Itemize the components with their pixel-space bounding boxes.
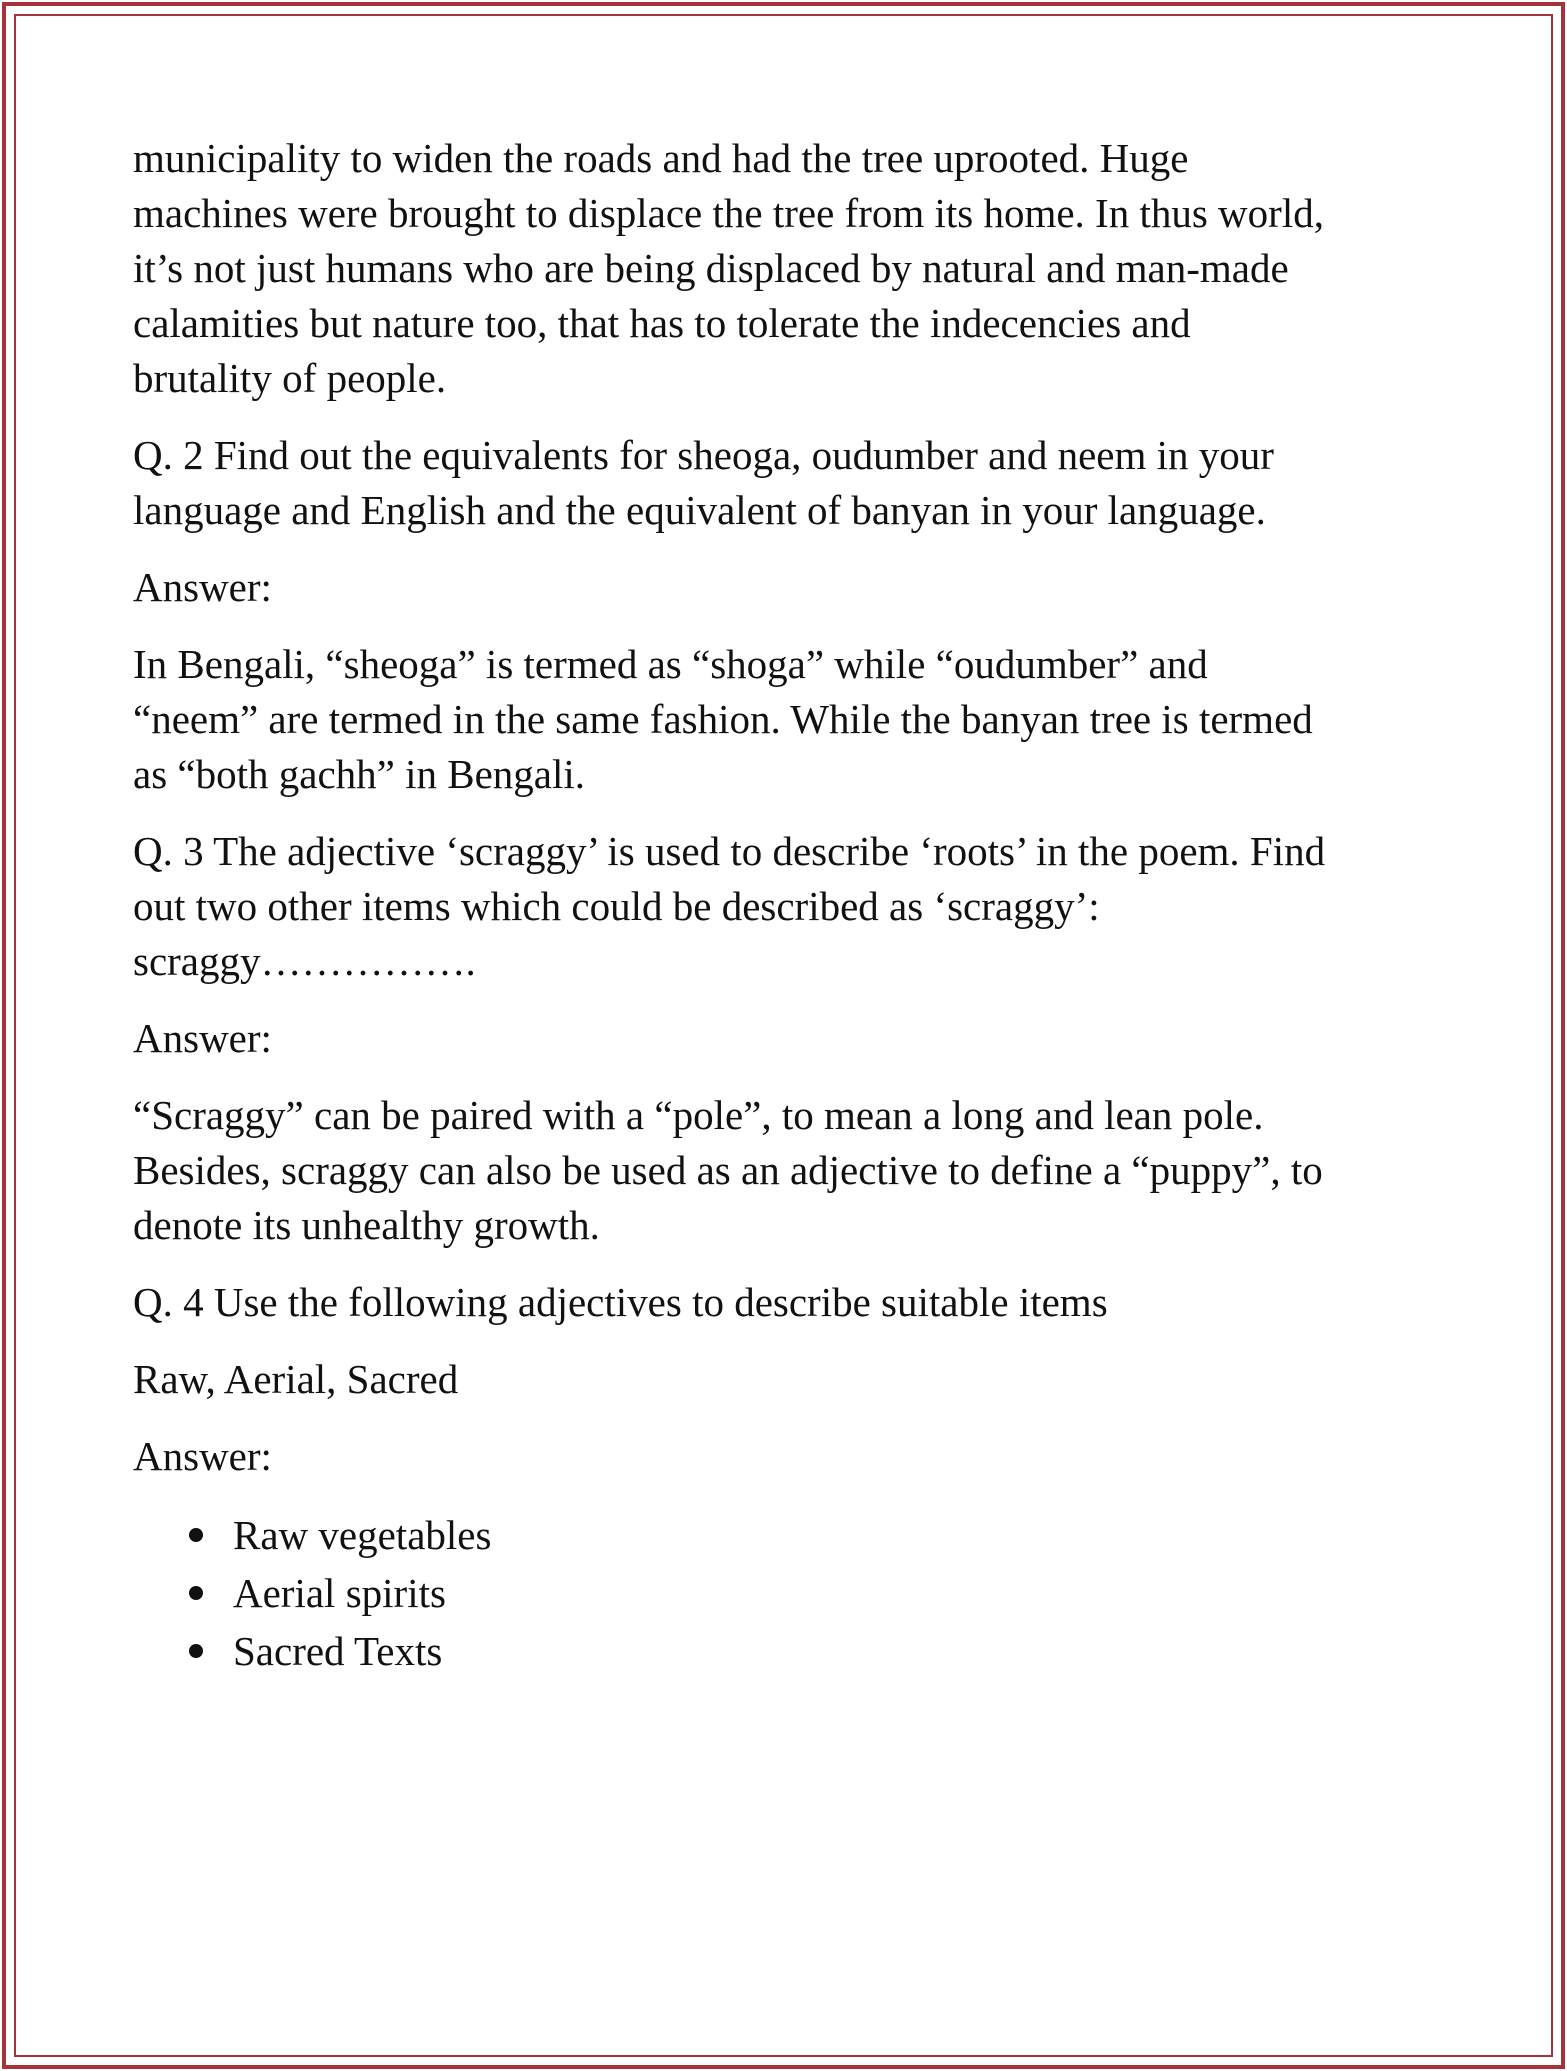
question-4-words: Raw, Aerial, Sacred xyxy=(133,1356,459,1402)
answer-3: “Scraggy” can be paired with a “pole”, to mean a long and lean pole. Besides, scraggy can also be used as an adjective to define a “puppy”, to denote its unhealthy growth. xyxy=(133,1092,1323,1248)
answer-label-3: Answer: xyxy=(133,1015,272,1061)
answer-label-2: Answer: xyxy=(133,564,272,610)
answer-2: In Bengali, “sheoga” is termed as “shoga” while “oudumber” and “neem” are termed in the same fashion. While the banyan tree is termed as “both gachh” in Bengali. xyxy=(133,641,1313,797)
list-item: Raw vegetables xyxy=(233,1506,1453,1564)
intro-paragraph: municipality to widen the roads and had the tree uprooted. Huge machines were brought to displace the tree from its home. In thus world, it’s not just humans who are being displaced by natural and man-made calamities but nature too, that has to tolerate the indecencies and brutality of people. xyxy=(133,135,1324,401)
document-body xyxy=(133,131,1453,1680)
question-3: Q. 3 The adjective ‘scraggy’ is used to describe ‘roots’ in the poem. Find out two other items which could be described as ‘scraggy’: scraggy……………. xyxy=(133,828,1326,984)
answer-4-list xyxy=(133,1506,1453,1680)
question-2: Q. 2 Find out the equivalents for sheoga, oudumber and neem in your language and English and the equivalent of banyan in your language. xyxy=(133,432,1274,533)
list-item: Sacred Texts xyxy=(233,1622,1453,1680)
question-4: Q. 4 Use the following adjectives to describe suitable items xyxy=(133,1279,1108,1325)
list-item: Aerial spirits xyxy=(233,1564,1453,1622)
answer-label-4: Answer: xyxy=(133,1433,272,1479)
